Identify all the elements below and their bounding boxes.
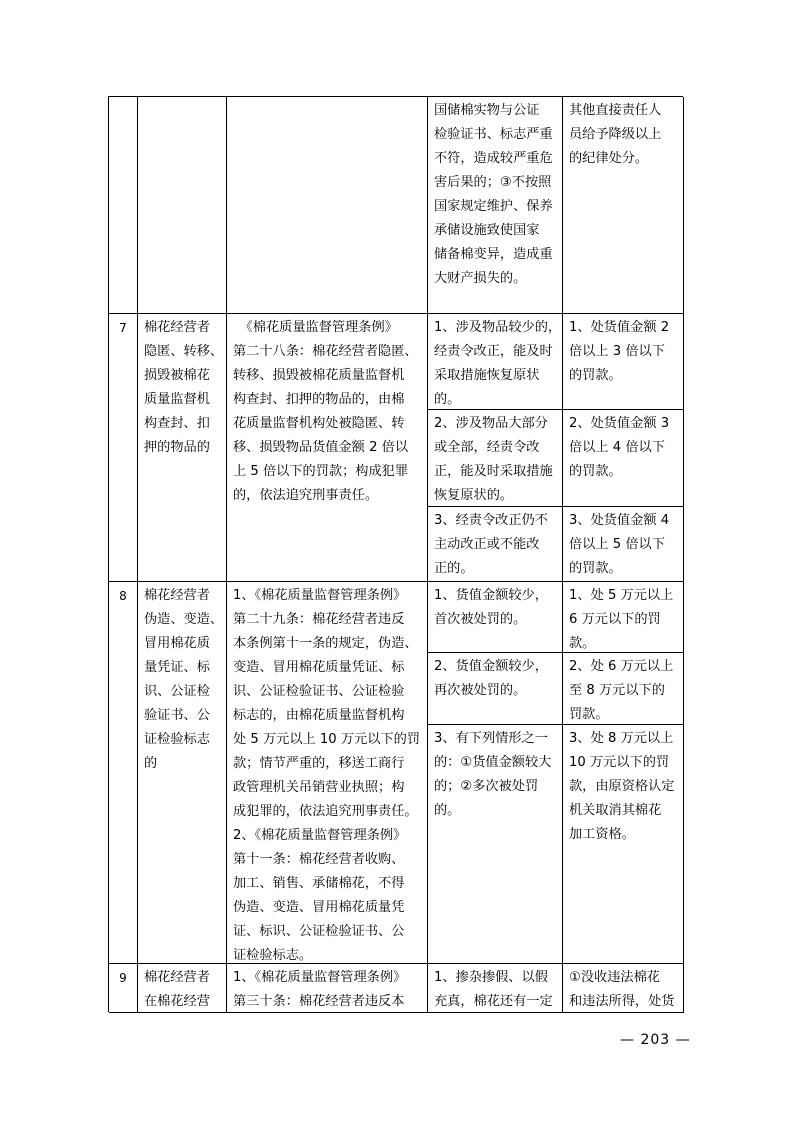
- cell-line: 的，依法追究刑事责任。: [233, 488, 379, 503]
- cell-line: 的罚款。: [569, 368, 622, 383]
- cell-line: 量凭证、标: [144, 660, 210, 675]
- cell-line: 3、有下列情形之一: [434, 731, 548, 746]
- cell-line: 损毁被棉花: [144, 368, 210, 383]
- cell-line: 1、《棉花质量监督管理条例》: [233, 588, 407, 603]
- cell-line: 证、标识、公证检验证书、公: [233, 924, 405, 939]
- row8-circumstance-1: [428, 582, 563, 653]
- cell-line: 1、货值金额较少，: [434, 588, 548, 603]
- cell-line: 不符，造成较严重危: [434, 151, 553, 166]
- cell-line: 伪造、变造、冒用棉花质量凭: [233, 900, 405, 915]
- cell-line: 至 8 万元以下的: [569, 683, 665, 698]
- cell-line: 的纪律处分。: [569, 151, 649, 166]
- row8-circumstance-3: [428, 725, 563, 964]
- row9-offense: [138, 964, 227, 1013]
- cell-line: 构查封、扣: [144, 416, 210, 431]
- cell-line: 主动改正或不能改: [434, 537, 540, 552]
- cell-line: 花质量监督机构处被隐匿、转: [233, 416, 405, 431]
- cell-line: 倍以上 3 倍以下: [569, 344, 665, 359]
- cell-line: 变造、冒用棉花质量凭证、标: [233, 660, 405, 675]
- cell-line: 棉花经营者: [144, 588, 210, 603]
- cell-line: 的: [144, 756, 158, 771]
- cell-line: 款。: [569, 636, 596, 651]
- cell-line: 1、涉及物品较少的，: [434, 320, 562, 335]
- cell-line: 伪造、变造、: [144, 612, 224, 627]
- cell-line: 1、掺杂掺假、以假: [434, 970, 548, 985]
- cell-line: 恢复原状的。: [434, 488, 514, 503]
- cell-line: 2、《棉花质量监督管理条例》: [233, 828, 407, 843]
- row9-no: 9: [109, 964, 138, 1013]
- row9-basis: [227, 964, 428, 1013]
- cell-line: 隐匿、转移、: [144, 344, 224, 359]
- cell-line: 的罚款。: [569, 464, 622, 479]
- cell-line: 款，由原资格认定: [569, 779, 675, 794]
- cell-line: 第二十九条：棉花经营者违反: [233, 612, 405, 627]
- row-cont-penalty: [563, 97, 684, 314]
- cell-line: 3、处 8 万元以上: [569, 731, 674, 746]
- cell-line: 验证书、公: [144, 708, 210, 723]
- cell-line: 《棉花质量监督管理条例》: [233, 320, 398, 335]
- cell-line: 第三十条：棉花经营者违反本: [233, 994, 405, 1009]
- cell-line: 第十一条：棉花经营者收购、: [233, 852, 405, 867]
- row9-circumstance: [428, 964, 563, 1013]
- cell-line: 押的物品的: [144, 440, 210, 455]
- cell-line: 充真，棉花还有一定: [434, 994, 553, 1009]
- row8-basis: [227, 582, 428, 964]
- cell-line: 3、处货值金额 4: [569, 513, 670, 528]
- cell-line: 和违法所得，处货: [569, 994, 675, 1009]
- cell-line: 转移、损毁被棉花质量监督机: [233, 368, 405, 383]
- cell-line: 加工资格。: [569, 827, 635, 842]
- cell-line: 棉花经营者: [144, 970, 210, 985]
- cell-line: 国储棉实物与公证: [434, 103, 540, 118]
- cell-line: ①没收违法棉花: [569, 970, 660, 985]
- cell-line: 在棉花经营: [144, 994, 210, 1009]
- row7-penalty-1: [563, 314, 684, 410]
- row7-circumstance-3: [428, 507, 563, 582]
- cell-line: 再次被处罚的。: [434, 683, 527, 698]
- cell-line: 的；②多次被处罚: [434, 779, 539, 794]
- cell-line: 的。: [434, 392, 461, 407]
- row7-basis: [227, 314, 428, 582]
- row7-offense: [138, 314, 227, 582]
- cell-line: 其他直接责任人: [569, 103, 662, 118]
- cell-line: 害后果的；③不按照: [434, 175, 552, 190]
- cell-line: 移、损毁物品货值金额 2 倍以: [233, 440, 409, 455]
- cell-line: 成犯罪的，依法追究刑事责任。: [233, 804, 418, 819]
- cell-line: 大财产损失的。: [434, 271, 527, 286]
- row7-circumstance-2: [428, 410, 563, 507]
- row8-no: 8: [109, 582, 138, 964]
- row7-circumstance-1: [428, 314, 563, 410]
- cell-line: 采取措施恢复原状: [434, 368, 540, 383]
- cell-line: 构查封、扣押的物品的，由棉: [233, 392, 405, 407]
- cell-line: 或全部，经责令改: [434, 440, 540, 455]
- row8-penalty-3: [563, 725, 684, 964]
- cell-line: 1、处货值金额 2: [569, 320, 670, 335]
- row8-offense: [138, 582, 227, 964]
- cell-line: 冒用棉花质: [144, 636, 210, 651]
- cell-line: 识、公证检验证书、公证检验: [233, 684, 405, 699]
- cell-line: 1、《棉花质量监督管理条例》: [233, 970, 407, 985]
- cell-line: 标志的，由棉花质量监督机构: [233, 708, 405, 723]
- cell-line: 储备棉变异，造成重: [434, 247, 553, 262]
- cell-line: 2、涉及物品大部分: [434, 416, 548, 431]
- cell-line: 本条例第十一条的规定，伪造、: [233, 636, 418, 651]
- cell-line: 10 万元以下的罚: [569, 755, 670, 770]
- cell-line: 第二十八条：棉花经营者隐匿、: [233, 344, 418, 359]
- cell-line: 承储设施致使国家: [434, 223, 540, 238]
- page-number: — 203 —: [620, 1032, 691, 1048]
- cell-line: 机关取消其棉花: [569, 803, 662, 818]
- cell-line: 6 万元以下的罚: [569, 612, 661, 627]
- row7-penalty-3: [563, 507, 684, 582]
- cell-line: 罚款。: [569, 707, 609, 722]
- row-cont-offense: [138, 97, 227, 314]
- cell-line: 证检验标志。: [233, 948, 313, 963]
- regulation-table: [108, 96, 683, 1012]
- cell-line: 倍以上 5 倍以下: [569, 537, 665, 552]
- row-cont-no: [109, 97, 138, 314]
- cell-line: 识、公证检: [144, 684, 210, 699]
- cell-line: 款；情节严重的，移送工商行: [233, 756, 405, 771]
- row-cont-circumstance: [428, 97, 563, 314]
- cell-line: 3、经责令改正仍不: [434, 513, 548, 528]
- cell-line: 国家规定维护、保养: [434, 199, 553, 214]
- cell-line: 的罚款。: [569, 561, 622, 576]
- cell-line: 的：①货值金额较大: [434, 755, 552, 770]
- cell-line: 棉花经营者: [144, 320, 210, 335]
- cell-line: 员给予降级以上: [569, 127, 662, 142]
- cell-line: 政管理机关吊销营业执照；构: [233, 780, 405, 795]
- cell-line: 正，能及时采取措施: [434, 464, 553, 479]
- cell-line: 首次被处罚的。: [434, 612, 527, 627]
- cell-line: 质量监督机: [144, 392, 210, 407]
- cell-line: 2、货值金额较少，: [434, 659, 548, 674]
- cell-line: 证检验标志: [144, 732, 210, 747]
- row7-no: 7: [109, 314, 138, 582]
- cell-line: 经责令改正，能及时: [434, 344, 553, 359]
- cell-line: 上 5 倍以下的罚款；构成犯罪: [233, 464, 409, 479]
- cell-line: 的。: [434, 803, 461, 818]
- cell-line: 正的。: [434, 561, 474, 576]
- cell-line: 1、处 5 万元以上: [569, 588, 674, 603]
- cell-line: 2、处 6 万元以上: [569, 659, 674, 674]
- cell-line: 2、处货值金额 3: [569, 416, 670, 431]
- row8-penalty-1: [563, 582, 684, 653]
- cell-line: 倍以上 4 倍以下: [569, 440, 665, 455]
- row8-penalty-2: [563, 653, 684, 725]
- row-cont-basis: [227, 97, 428, 314]
- row8-circumstance-2: [428, 653, 563, 725]
- row7-penalty-2: [563, 410, 684, 507]
- cell-line: 检验证书、标志严重: [434, 127, 553, 142]
- row9-penalty: [563, 964, 684, 1013]
- cell-line: 处 5 万元以上 10 万元以下的罚: [233, 732, 421, 747]
- cell-line: 加工、销售、承储棉花，不得: [233, 876, 405, 891]
